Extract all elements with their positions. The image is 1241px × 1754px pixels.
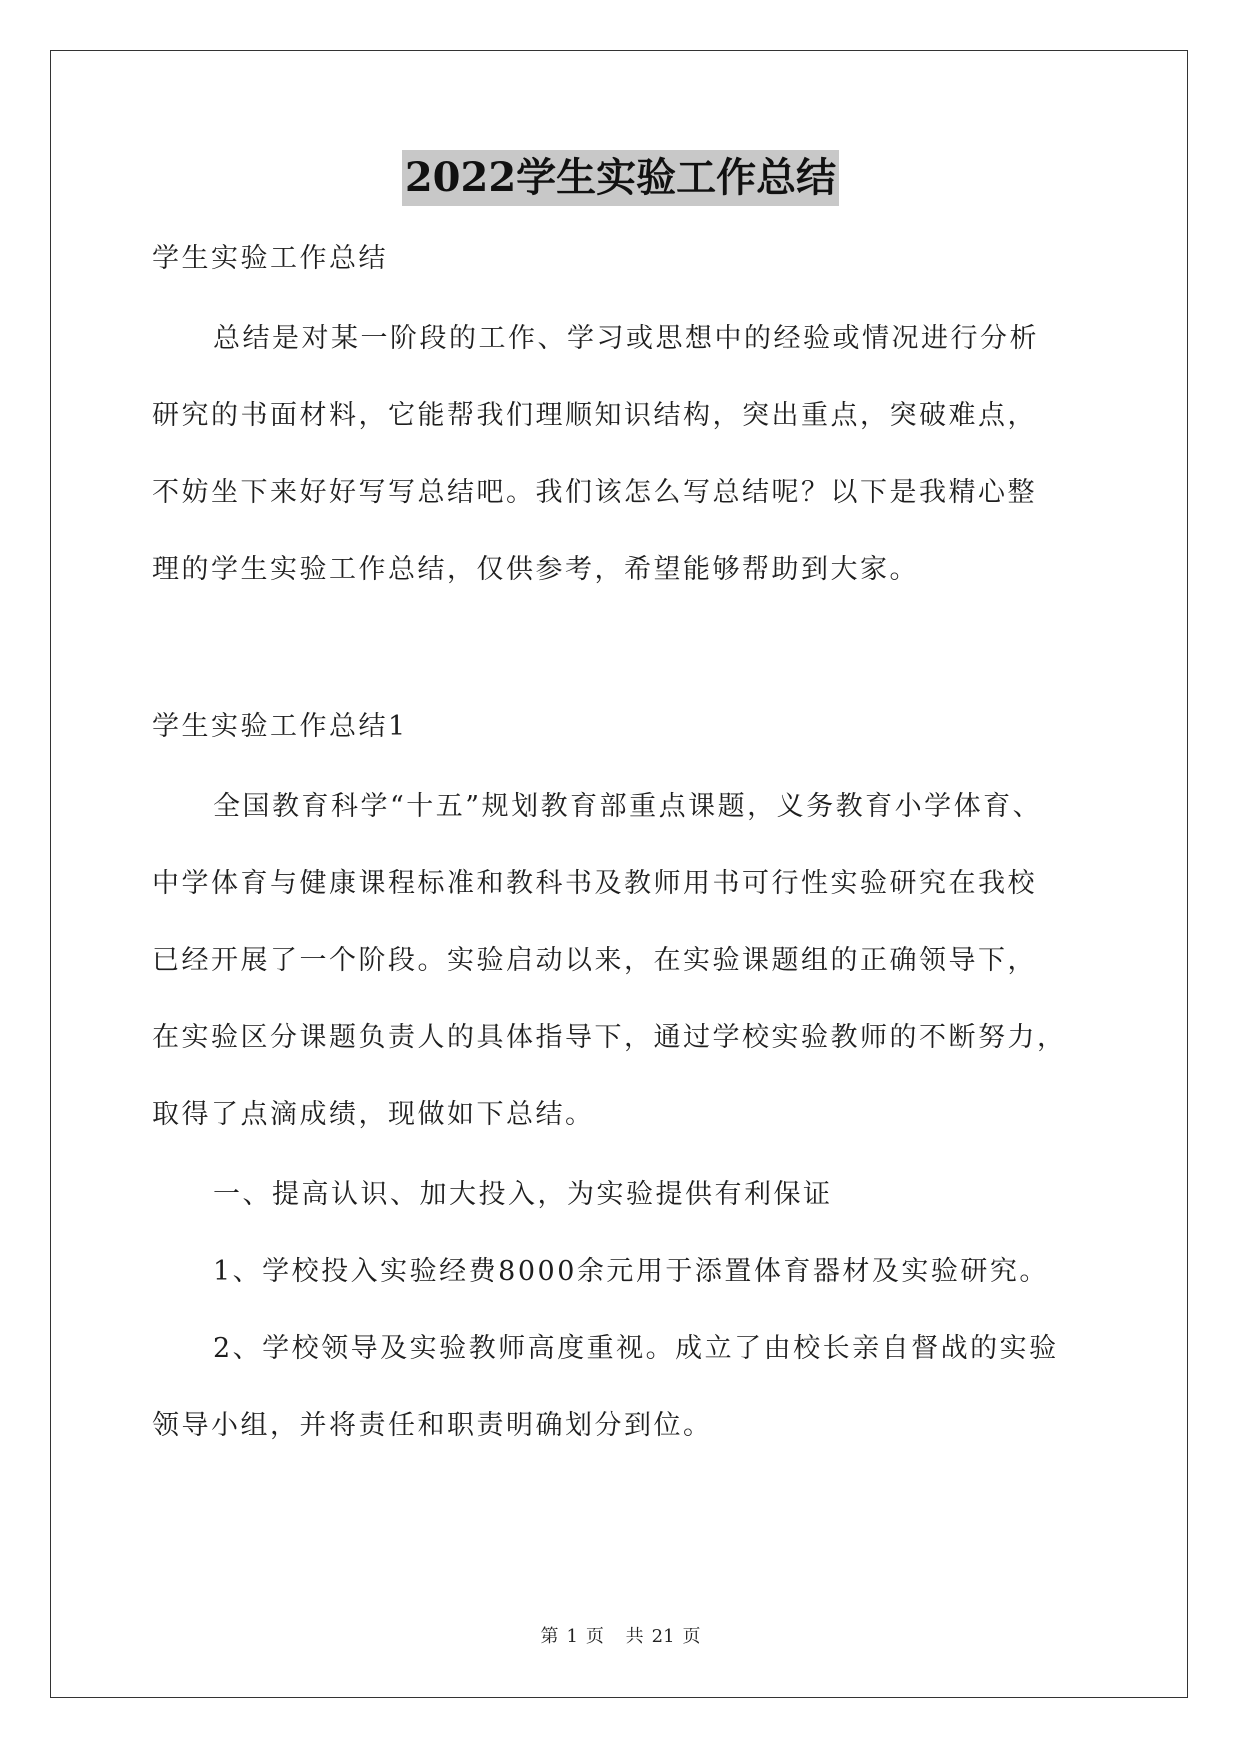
title-container	[0, 150, 1241, 206]
document-title: 2022学生实验工作总结	[402, 150, 839, 206]
paragraph-line: 不妨坐下来好好写写总结吧。我们该怎么写总结呢？以下是我精心整	[152, 477, 1037, 508]
section-heading: 学生实验工作总结1	[152, 711, 408, 742]
page-number: 1	[566, 1626, 578, 1647]
page-prefix: 第	[540, 1626, 559, 1647]
paragraph-line: 全国教育科学“十五”规划教育部重点课题，义务教育小学体育、	[213, 791, 1043, 822]
paragraph-line: 总结是对某一阶段的工作、学习或思想中的经验或情况进行分析	[213, 323, 1039, 354]
paragraph-line: 中学体育与健康课程标准和教科书及教师用书可行性实验研究在我校	[152, 868, 1037, 899]
paragraph-line: 已经开展了一个阶段。实验启动以来，在实验课题组的正确领导下，	[152, 945, 1037, 976]
paragraph-line: 领导小组，并将责任和职责明确划分到位。	[152, 1410, 713, 1441]
page-footer	[0, 1622, 1241, 1648]
list-item: 1、学校投入实验经费8000余元用于添置体育器材及实验研究。	[213, 1256, 1049, 1287]
paragraph-line: 理的学生实验工作总结，仅供参考，希望能够帮助到大家。	[152, 554, 919, 585]
total-indicator	[622, 1626, 705, 1647]
list-item: 2、学校领导及实验教师高度重视。成立了由校长亲自督战的实验	[213, 1333, 1059, 1364]
section-heading: 学生实验工作总结	[152, 243, 388, 274]
page-suffix: 页	[585, 1626, 604, 1647]
total-pages: 21	[651, 1626, 675, 1647]
total-prefix: 共	[625, 1626, 644, 1647]
paragraph-line: 研究的书面材料，它能帮我们理顺知识结构，突出重点，突破难点，	[152, 400, 1037, 431]
paragraph-line: 在实验区分课题负责人的具体指导下，通过学校实验教师的不断努力，	[152, 1022, 1067, 1053]
paragraph-line: 取得了点滴成绩，现做如下总结。	[152, 1099, 595, 1130]
page-indicator	[536, 1626, 607, 1647]
subheading-line: 一、提高认识、加大投入，为实验提供有利保证	[213, 1179, 833, 1210]
total-suffix: 页	[682, 1626, 701, 1647]
